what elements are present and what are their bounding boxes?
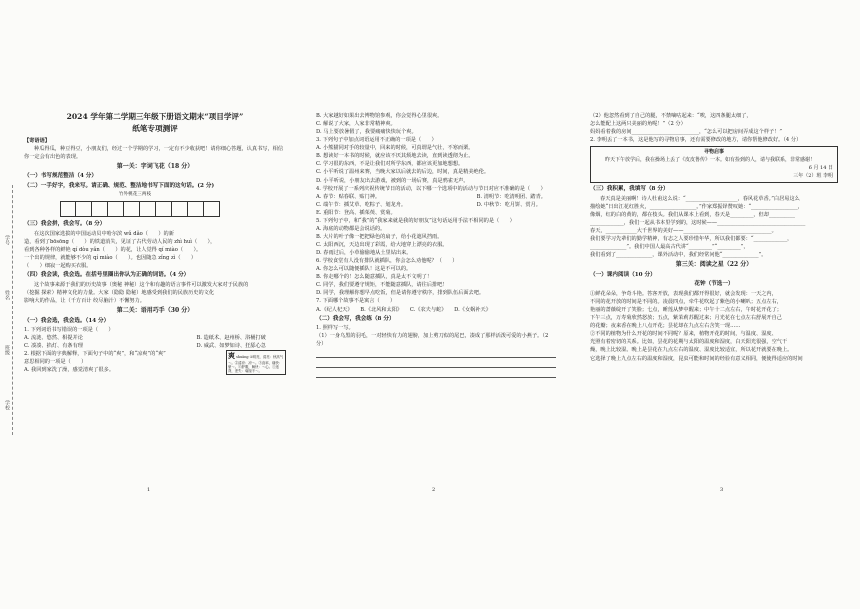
question-1-3-line: 看到各种各样的鲜艳 qí dòu yǎn（ ）的花，让人觉得 qí miào（ ）。 [24, 247, 202, 254]
page-number-2: 2 [432, 487, 436, 493]
page3-fill-line: 春天真是美丽啊！诗人杜甫这么说：“____________________，春风花草香。”白居易这么 [600, 195, 800, 202]
section-1-heading: 第一关：字词飞花（18 分） [116, 162, 194, 170]
page3-line: 妈妈看着我的房间__________________________，“怎么可以把房间弄成这个样子！” [590, 129, 783, 136]
page2-line: B. 你走哪个的！怎么随意插队，真是太不文明了！ [316, 274, 433, 281]
page2-option: D. 中秋节：吃月饼、赏月。 [476, 201, 541, 208]
dictionary-entry-box [226, 350, 286, 375]
page2-line: D. 小平听说，小朋友出去游戏，被到的一场后赛，真是鸦雀无声。 [316, 177, 469, 184]
page3-fill-line: 我们要学习先辈们的勤学精神，有志之人要珍惜年华，所以我们都要：“_____________， [590, 236, 793, 243]
reading-line: 的花瓣；夜来香在晚上八点开花；昙花却在九点左右含笑一现…… [590, 323, 741, 330]
answer-line[interactable] [316, 360, 556, 368]
section-3-heading: 第三关：阅读之星（22 分） [675, 261, 753, 269]
writing-cell[interactable] [76, 201, 92, 217]
question-1-4-line: 影响大的作品，让（千方百计 绞尽脑汁）不懈努力。 [24, 298, 145, 305]
margin-label-student-id: 学号 [4, 235, 10, 245]
reading-line: 不同的花开放的时间是不同的。凌晨四点，牵牛花吹起了紫色的小喇叭；五点左右， [590, 299, 782, 306]
exam-page-3 [590, 112, 838, 507]
page2-option: A. 春节：贴春联、贴门神。 [316, 193, 381, 200]
question-1-3-line: （ ）细寂一起购买衣服。 [24, 263, 92, 270]
question-1-3-line: 造，看到了bōsōng（ ）的铁道消失，见证了古代劳动人民的 zhì huì（ ）， [24, 239, 216, 246]
answer-line[interactable] [316, 370, 556, 378]
question-2-1-2-option-a: A. 我回到家洗了澡，感觉清爽了很多。 [24, 367, 115, 374]
margin-label-name: 姓名 [4, 290, 10, 300]
page3-fill-line: 春天，____________大千世界的美好——__________________________________。 [590, 228, 777, 235]
writing-cell[interactable] [140, 201, 156, 217]
intro-note [24, 137, 286, 161]
exam-page-1 [24, 112, 286, 507]
reading-title: 花钟（节选一） [694, 281, 734, 288]
writing-cell[interactable] [124, 201, 140, 217]
question-1-3-line: 一个出的规律，就能够不少的 qí miào（ ）。也因随急 zǐng zì（ ） [24, 255, 197, 262]
page2-line: 4. 学校开展了一系列庆祝传统节日的活动，以下哪一个选项中的活动与节日对应不准确的是（ ） [316, 185, 546, 192]
page2-line: 7. 下面哪个故事不是寓言（ ） [316, 298, 396, 305]
question-1-4: （四）我会读，我会选。在括号里圈出你认为正确的词语。（4 分） [24, 272, 190, 279]
page3-line: 怎么能配上这两只美丽的角呢！”（2 分） [590, 121, 686, 128]
question-1-4-line: （挖掘 探索）精神文化的力量。大家（隐隐 隐秘）地感受到我们的民族历史的文化 [24, 290, 215, 297]
reading-line: 它选择了晚上九点左右的温度和湿度，昆虫可能和时间的经验有意义相同，便使得适应的时间 [590, 355, 803, 362]
intro-note-tag: 【寄语语】 [24, 137, 50, 144]
writing-cell[interactable] [60, 201, 76, 217]
margin-label-school: 学校 [4, 400, 10, 410]
page2-line: A. 小熊猫同对手的较量中，回来的时候，可真谓是气壮，不寒而栗。 [316, 145, 474, 152]
question-2-1-2: 2. 根据下面的字典解释，下面句子中的“爽”，和“凉爽”的“爽” [24, 351, 166, 358]
page3-fill-line: ______________”。我们中国人最高古代讲“_________”“_________”， [590, 244, 749, 251]
question-2-1-2-cont: 意思相同的一项是（ ） [24, 359, 87, 366]
question-1-3-line: 在这次国家选拔的中国运动员中哈尔滨 wǔ dǎo（ ）的新 [34, 231, 174, 238]
page2-option: E. 重阳节：登高、插茱萸、赏菊。 [316, 209, 396, 216]
exam-title: 2024 学年第二学期三年级下册语文期末“项目学评” [66, 112, 244, 121]
page2-line: A. 你怎么可以随便插队！这是不可以的。 [316, 266, 412, 273]
page2-line: C. 太阳西沉，天边出现了彩霞，给大地穿上漂亮的衣服。 [316, 242, 448, 248]
page2-line: 6. 学校食堂有人没有排队就插队，你会怎么劝他呢？（ ） [316, 258, 458, 265]
option-d: D. 威武、如梦如诗、狂舔心急 [196, 343, 266, 350]
page-number-3: 3 [720, 487, 724, 493]
exam-page-2 [316, 112, 556, 507]
page2-line: 3. 下列句子中加点词语运用不正确的一项是（ ） [316, 137, 437, 144]
reading-line: 燥，晚上比较湿。晚上是昙花在九点左右的温度、湿度比较适宜，所以花开就要在晚上。 [590, 347, 793, 354]
page2-line: D. 春雨过后，小草偷偷地从土里钻出来。 [316, 250, 412, 257]
page2-question-text: （1）一身乌黑的羽毛，一对轻快有力的翅膀，加上剪刀似的尾巴，凑成了那样活泼可爱的小燕子。（2 分） [316, 333, 549, 348]
page2-line: C. 解说了大家，人家非常精神爽。 [316, 121, 396, 128]
question-1-4-line: 这个故事来源于我们的历史故事（奥秘 神秘）这个和有趣的语言事件可以激发大家对于民族的 [34, 282, 249, 289]
notice-title: 寻物启事 [703, 149, 724, 156]
reading-line: ①鲜花朵朵，争奇斗艳。答客开放，表现我们都开得很好，就会发现：一天之内， [590, 291, 777, 298]
notice-date: 6 月 14 日 [808, 164, 833, 171]
question-1-2: （二）一手好字，我来写。请正确、规范、整洁地书写下面的这句话。(2 分) [24, 182, 215, 189]
page2-subsection: （二）我会写，我会练（8 分） [316, 315, 395, 322]
page2-option: C. 端午节：插艾草、吃粽子、划龙舟。 [316, 201, 407, 208]
page-number-1: 1 [147, 487, 151, 493]
page3-fill-line: 描绘她“日出江花红胜火，__________________。”作家郑振铎赞叹她：“__________________， [590, 203, 803, 210]
writing-grid[interactable] [60, 201, 286, 217]
page2-line: B. 想读好一本书的时候，就应该不厌其烦地去读，直到读透彻为止。 [316, 153, 474, 160]
writing-cell[interactable] [204, 201, 220, 217]
answer-line[interactable] [316, 350, 556, 358]
page2-line: A. 海底的动物都是会说话的。 [316, 225, 386, 232]
page2-line: A.《纪人杞天》 B.《北风和太阳》 C.《农夫与蛇》 D.《女娲补天》 [316, 306, 491, 313]
page2-question: 1. 照样写一写。 [316, 325, 354, 332]
writing-cell[interactable] [188, 201, 204, 217]
page2-line: C. 同学，我们要遵守规矩，不能随意插队，请往后排吧！ [316, 282, 448, 289]
page2-line: D. 同学，我理解你想早点吃饭，但是请你遵守秩序，排到队伍后面去吧。 [316, 290, 485, 297]
dictionary-character: 爽 [228, 351, 235, 361]
writing-cell[interactable] [172, 201, 188, 217]
dictionary-definition: shuǎng ①明亮，清亮：秋高气～。②清凉：凉～。③直率，痛快：豪～。④舒服，畅快：～心。⑤违背，差失：毫厘不～。 [228, 355, 284, 373]
reading-line: 光照有着密切的关系。比如，昙花的花期与太阳的温度和湿度，白天阳光很强，空气干 [590, 339, 788, 346]
writing-cell[interactable] [92, 201, 108, 217]
page3-line: 2. 李明丢了一本书，这是他写的寻物启事，还有需要修改的地方，请你帮他修改好。（4 分） [590, 137, 802, 144]
question-2-1: （一）我会选，我会选。（14 分） [24, 317, 110, 324]
writing-cell[interactable] [156, 201, 172, 217]
page3-line: （2）他忽然看到了自己的腿，不禁嘀咕起来：“唉，这四条腿太细了， [590, 113, 752, 119]
notice-body: 昨天下午放学后，我在操场上丢了《皮皮鲁传》一本。如有捡到的人，请与我联系，非常感谢！ [605, 157, 816, 163]
margin-label-class: 班级 [4, 345, 10, 355]
option-c: C. 凑凑、掐灯、有条有理 [24, 343, 83, 350]
reading-line: 下午三点，万寿菊欣然怒放；五点，紫茉莉苏醒过来；月光花在七点左右舒展开自己 [590, 315, 782, 322]
reading-line: 艳丽的蔷薇绽开了笑脸；七点，睡莲从梦中醒来；中午十二点左右，午时花开花了； [590, 307, 782, 314]
page3-fill-line: _____________，我们一起从书本里学到的，这时候——__________________________________ [590, 220, 806, 227]
option-b: B. 造纸术、赵州桥、浴桶打破 [196, 335, 266, 342]
notice-signature: 三年（2）班 李明 [793, 172, 833, 179]
page2-line: 5. 下列句子中，和“我”的“我家来就是我的好朋友”这句话运用手法不相同的是（ ） [316, 217, 515, 224]
question-1-3: （三）我会拼，我会写。（8 分） [24, 221, 106, 228]
lost-item-notice [590, 146, 838, 183]
page3-fill-line: 像烟，红的白的黄的，都在枝头。我们从课本上看到，春天是_________，但却__________ [590, 212, 795, 219]
page2-line: C. 学习很的东西，不是让我们对所学东西，都应该更加地想想。 [316, 161, 464, 168]
question-1-1: （一）书写规范整洁（4 分） [24, 172, 97, 179]
page2-line: C. 小平听说了温州来赛，当晚大家以后就去的后边，时间，真是精美绝伦。 [316, 169, 490, 176]
page3-fill-line: 我们看到了______________，课外活动中，我们经常问他“______________”。 [590, 252, 767, 259]
question-2-1-1: 1. 下列词语书写错误的一项是（ ） [24, 327, 114, 334]
option-a: A. 流涟、悠然、相提并论 [24, 335, 83, 342]
reading-line: ②不同的植物为什么开花的时间不同呢？原来，植物开花的时间，与温度、湿度、 [590, 331, 777, 338]
page2-option: B. 清明节：吃清明团、踏青。 [476, 193, 546, 200]
page2-line: B. 大家越好如果出去博物馆参观，你会觉得心里很爽。 [316, 113, 443, 119]
binding-margin [4, 185, 20, 425]
intro-note-text: 种瓜得瓜，种豆得豆，小朋友们，经过一个学期的学习，一定有不少收获吧！请你细心答题，认真书写，相信你一定会有出色的表现。 [24, 145, 284, 160]
page2-line: B. 大片的叶子像一把把绿色的扇子，给小花遮风挡雨。 [316, 233, 443, 240]
page2-line: D. 马上要放暑假了，我要痛痛快快玩个爽。 [316, 129, 417, 136]
exam-subtitle: 纸笔专项测评 [132, 124, 178, 134]
writing-cell[interactable] [108, 201, 124, 217]
grid-caption: 竹外桃花三两枝 [118, 192, 152, 198]
reading-subsection: （一）课内阅读（10 分） [590, 271, 656, 278]
section-2-heading: 第二关：语用巧手（30 分） [116, 307, 194, 315]
question-3-3: （三）我积累，我填写（8 分） [590, 186, 669, 193]
